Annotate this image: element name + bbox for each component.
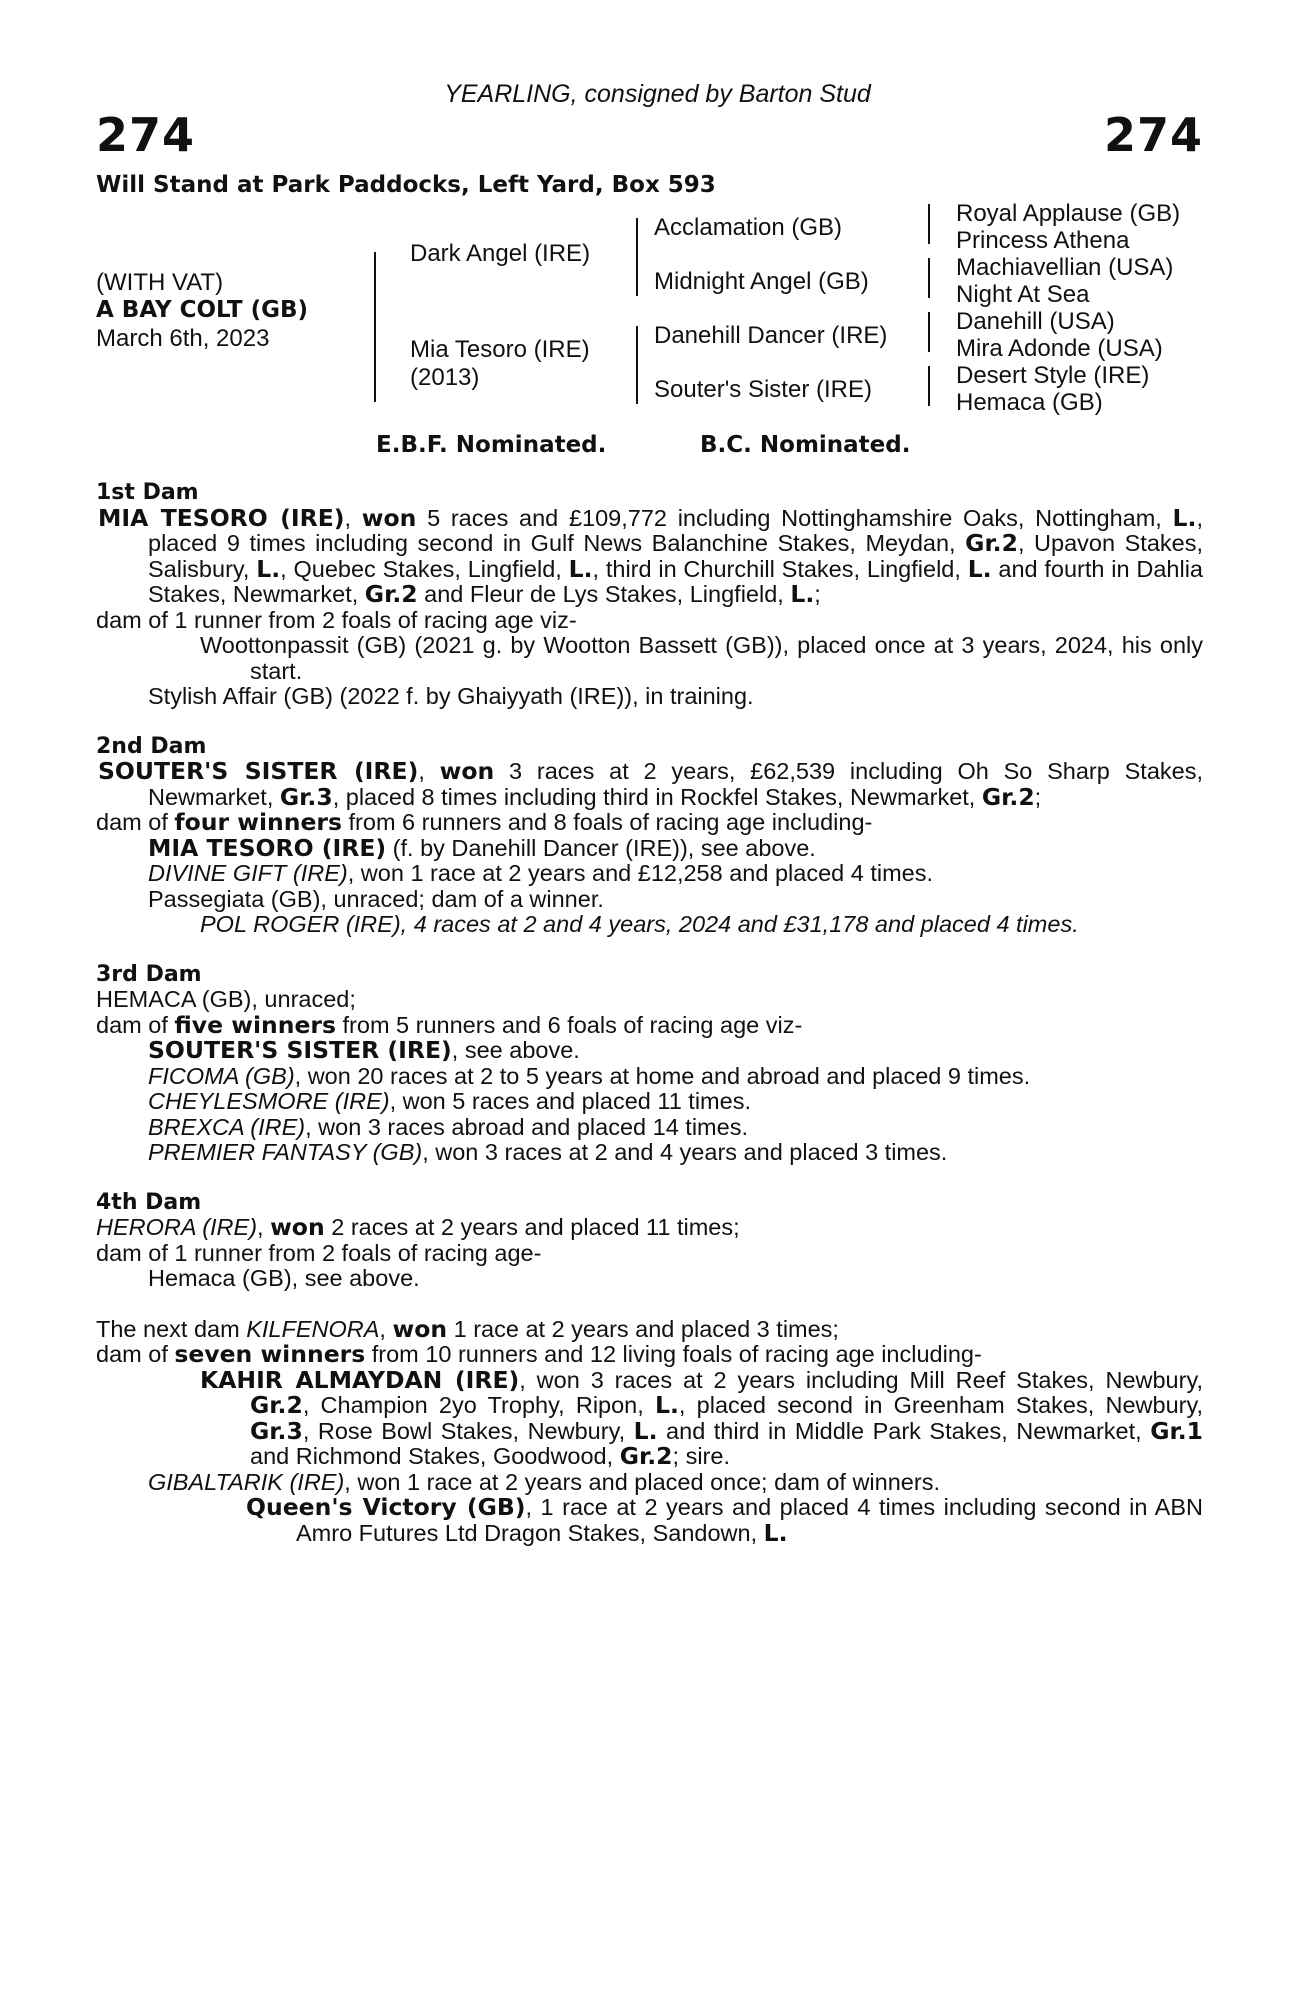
- progeny-item: [96, 861, 1203, 887]
- progeny-item: [96, 1140, 1203, 1166]
- race-text: and Richmond Stakes, Goodwood,: [250, 1443, 620, 1469]
- horse-name: MIA TESORO (IRE): [148, 833, 387, 862]
- progeny-item: [96, 1089, 1203, 1115]
- dam-of-text: dam of: [96, 1011, 175, 1038]
- group-badge: Gr.1: [1150, 1416, 1203, 1445]
- progeny-text: , see above.: [451, 1037, 580, 1063]
- pedigree-brace-sire: [636, 218, 638, 296]
- race-text: , placed second in Greenham Stakes, Newbury,: [678, 1392, 1203, 1418]
- horse-name: Queen's Victory (GB): [246, 1493, 526, 1521]
- progeny-text: , won 3 races at 2 and 4 years and placed 3 times.: [422, 1139, 948, 1165]
- won-label: won: [270, 1213, 325, 1241]
- horse-name: FICOMA (GB): [148, 1062, 295, 1089]
- pedigree-g2: Princess Athena: [956, 227, 1130, 254]
- consignor-line: YEARLING, consigned by Barton Stud: [444, 80, 871, 108]
- progeny-item: Passegiata (GB), unraced; dam of a winner.: [148, 885, 604, 912]
- pedigree-sire-sire: Acclamation (GB): [654, 214, 843, 241]
- foaling-date: March 6th, 2023: [96, 325, 270, 352]
- race-text: , third in Churchill Stakes, Lingfield,: [592, 555, 968, 582]
- pedigree-brace-g56: [928, 312, 930, 352]
- intro-text: The next dam: [96, 1315, 247, 1342]
- listed-badge: L.: [967, 554, 992, 583]
- race-text: ; sire.: [672, 1443, 730, 1469]
- next-dam-summary: [96, 1314, 1203, 1343]
- listed-badge: L.: [568, 554, 593, 583]
- horse-name: KILFENORA: [246, 1315, 380, 1342]
- vat-note: (WITH VAT): [96, 269, 224, 296]
- dam-of-text: from 6 runners and 8 foals of racing age including-: [342, 809, 873, 835]
- progeny-item: [96, 1115, 1203, 1141]
- fourth-dam-summary: [96, 1215, 1203, 1241]
- progeny-item: [96, 912, 1203, 938]
- listed-badge: L.: [256, 554, 281, 583]
- group-badge: Gr.3: [279, 782, 333, 811]
- race-text: , Champion 2yo Trophy, Ripon,: [302, 1392, 656, 1418]
- horse-name: SOUTER'S SISTER (IRE): [148, 1036, 452, 1064]
- progeny-text: , won 3 races abroad and placed 14 times.: [305, 1113, 748, 1140]
- winners-count: seven winners: [174, 1340, 366, 1368]
- horse-name: POL ROGER (IRE): [200, 911, 401, 937]
- horse-name: PREMIER FANTASY (GB): [148, 1139, 423, 1165]
- race-text: 2 races at 2 years and placed 11 times;: [324, 1214, 740, 1240]
- horse-name: A BAY COLT (GB): [96, 297, 309, 323]
- dam-of-line: [96, 1342, 1203, 1368]
- pedigree-sire-dam: Midnight Angel (GB): [654, 268, 869, 295]
- race-text: , placed 9 times including second in Gulf News Balanchine Stakes, Meydan,: [148, 504, 1203, 556]
- won-label: won: [439, 757, 495, 785]
- pedigree-dam-dam: Souter's Sister (IRE): [654, 376, 872, 403]
- listed-badge: L.: [790, 580, 815, 608]
- race-text: , Quebec Stakes, Lingfield,: [280, 555, 569, 582]
- bc-nomination: B.C. Nominated.: [700, 432, 911, 458]
- progeny-item: [96, 1064, 1203, 1090]
- dam-of-text: from 10 runners and 12 living foals of racing age including-: [365, 1341, 982, 1367]
- separator: ,: [379, 1315, 393, 1342]
- progeny-text: , won 5 races and placed 11 times.: [389, 1088, 751, 1114]
- progeny-item: [96, 833, 1203, 862]
- pedigree-brace-g34: [928, 258, 930, 298]
- race-text: 1 race at 2 years and placed 3 times;: [447, 1315, 839, 1342]
- horse-name: DIVINE GIFT (IRE): [148, 860, 348, 886]
- dam-of-text: dam of: [96, 809, 175, 835]
- pedigree-brace-gen1: [374, 252, 376, 402]
- pedigree-g1: Royal Applause (GB): [956, 200, 1181, 227]
- pedigree-brace-g78: [928, 366, 930, 406]
- progeny-item: Stylish Affair (GB) (2022 f. by Ghaiyyath (IRE)), in training.: [148, 683, 754, 709]
- progeny-text: , won 1 race at 2 years and placed once; dam of winners.: [344, 1468, 940, 1495]
- progeny-item: Woottonpassit (GB) (2021 g. by Wootton Bassett (GB)), placed once at 3 years, 2024, his only start.: [200, 632, 1203, 684]
- pedigree-g6: Mira Adonde (USA): [956, 335, 1163, 362]
- progeny-item: [96, 1470, 1203, 1496]
- progeny-item: [96, 1038, 1203, 1064]
- horse-name: SOUTER'S SISTER (IRE): [98, 757, 419, 785]
- dam-of-line: [96, 1010, 1203, 1039]
- progeny-item: [96, 1365, 1203, 1470]
- race-text: 5 races and £109,772 including Nottinghamshire Oaks, Nottingham,: [416, 504, 1173, 531]
- lot-number-left: 274: [96, 108, 196, 162]
- section-heading: 3rd Dam: [96, 961, 202, 987]
- listed-badge: L.: [1172, 503, 1197, 532]
- dam-of-line: dam of 1 runner from 2 foals of racing age viz-: [96, 606, 577, 633]
- third-dam-section: [96, 962, 1203, 1166]
- race-text: and third in Middle Park Stakes, Newmarket,: [657, 1417, 1151, 1444]
- pedigree-dam-sire: Danehill Dancer (IRE): [654, 322, 888, 349]
- pedigree-dam-year: (2013): [410, 364, 480, 391]
- pedigree-g3: Machiavellian (USA): [956, 254, 1174, 281]
- first-dam-section: [96, 480, 1203, 710]
- progeny-text: , 4 races at 2 and 4 years, 2024 and £31,178 and placed 4 times.: [400, 911, 1079, 937]
- horse-name: BREXCA (IRE): [148, 1113, 306, 1140]
- dam-of-line: dam of 1 runner from 2 foals of racing age-: [96, 1239, 542, 1266]
- second-dam-section: [96, 734, 1203, 938]
- ebf-nomination: E.B.F. Nominated.: [376, 432, 607, 458]
- first-dam-summary: MIA TESORO (IRE), won 5 races and £109,772 including Nottinghamshire Oaks, Nottingham, L., placed 9 times including second in Gulf News Balanchine Stakes, Meydan, Gr.2, Upavon Stakes, Salisbury, L., Quebec Stakes, Lingfield, L., third in Churchill Stakes, Lingfield, L. and fourth in Dahlia Stakes, Newmarket, Gr.2 and Fleur de Lys Stakes, Lingfield, L.;: [98, 503, 1203, 608]
- race-text: and Fleur de Lys Stakes, Lingfield,: [417, 581, 791, 607]
- race-text: , won 3 races at 2 years including Mill Reef Stakes, Newbury,: [519, 1366, 1203, 1393]
- stand-location: Will Stand at Park Paddocks, Left Yard, Box 593: [96, 172, 716, 198]
- race-text: , Upavon Stakes, Salisbury,: [148, 530, 1203, 582]
- listed-badge: L.: [763, 1518, 788, 1547]
- progeny-text: , won 1 race at 2 years and £12,258 and placed 4 times.: [347, 860, 934, 886]
- pedigree-g5: Danehill (USA): [956, 308, 1115, 335]
- race-text: and fourth in Dahlia Stakes, Newmarket,: [148, 555, 1203, 607]
- catalogue-body: [96, 480, 1203, 1546]
- pedigree-g8: Hemaca (GB): [956, 389, 1103, 416]
- separator: ,: [257, 1214, 271, 1240]
- section-heading: 2nd Dam: [96, 733, 207, 759]
- race-text: ;: [1034, 783, 1042, 810]
- lot-number-right: 274: [1103, 108, 1203, 162]
- horse-name: GIBALTARIK (IRE): [148, 1468, 345, 1495]
- pedigree-dam: Mia Tesoro (IRE): [410, 336, 590, 363]
- progeny-text: , 1 race at 2 years and placed 4 times including second in ABN Amro Futures Ltd Dragon Stakes, Sandown,: [296, 1494, 1203, 1546]
- won-label: won: [392, 1314, 448, 1343]
- progeny-item: Hemaca (GB), see above.: [148, 1265, 420, 1291]
- won-label: won: [361, 503, 417, 532]
- horse-name: MIA TESORO (IRE): [98, 503, 345, 532]
- winners-count: five winners: [174, 1010, 336, 1039]
- dam-of-line: [96, 810, 1203, 836]
- next-dam-section: [96, 1314, 1203, 1547]
- section-heading: 1st Dam: [96, 480, 199, 505]
- group-badge: Gr.2: [619, 1442, 673, 1470]
- pedigree-g4: Night At Sea: [956, 281, 1090, 308]
- race-text: ;: [814, 581, 821, 607]
- dam-of-text: from 5 runners and 6 foals of racing age viz-: [335, 1011, 803, 1038]
- group-badge: Gr.2: [364, 580, 418, 608]
- progeny-text: (f. by Danehill Dancer (IRE)), see above.: [386, 834, 816, 861]
- winners-count: four winners: [174, 808, 342, 836]
- third-dam-summary: HEMACA (GB), unraced;: [96, 986, 356, 1012]
- horse-name: CHEYLESMORE (IRE): [148, 1088, 390, 1114]
- listed-badge: L.: [633, 1416, 658, 1445]
- pedigree-sire: Dark Angel (IRE): [410, 240, 591, 267]
- race-text: 3 races at 2 years, £62,539 including Oh So Sharp Stakes, Newmarket,: [148, 758, 1203, 810]
- progeny-item: [96, 1495, 1203, 1546]
- group-badge: Gr.2: [965, 529, 1018, 557]
- progeny-text: , won 20 races at 2 to 5 years at home and abroad and placed 9 times.: [294, 1062, 1031, 1089]
- race-text: , Rose Bowl Stakes, Newbury,: [302, 1417, 634, 1444]
- section-heading: 4th Dam: [96, 1189, 202, 1215]
- fourth-dam-section: [96, 1190, 1203, 1292]
- pedigree-brace-dam: [636, 326, 638, 404]
- group-badge: Gr.3: [250, 1416, 303, 1445]
- horse-name: KAHIR ALMAYDAN (IRE): [200, 1365, 520, 1394]
- group-badge: Gr.2: [250, 1391, 303, 1419]
- pedigree-g7: Desert Style (IRE): [956, 362, 1150, 389]
- second-dam-summary: SOUTER'S SISTER (IRE), won 3 races at 2 years, £62,539 including Oh So Sharp Stakes, Newmarket, Gr.3, placed 8 times including third in Rockfel Stakes, Newmarket, Gr.2;: [98, 757, 1203, 811]
- race-text: , placed 8 times including third in Rockfel Stakes, Newmarket,: [332, 783, 982, 810]
- horse-name: HERORA (IRE): [96, 1214, 258, 1240]
- dam-of-text: dam of: [96, 1341, 175, 1367]
- group-badge: Gr.2: [981, 782, 1035, 811]
- pedigree-brace-g12: [928, 204, 930, 244]
- listed-badge: L.: [655, 1391, 679, 1419]
